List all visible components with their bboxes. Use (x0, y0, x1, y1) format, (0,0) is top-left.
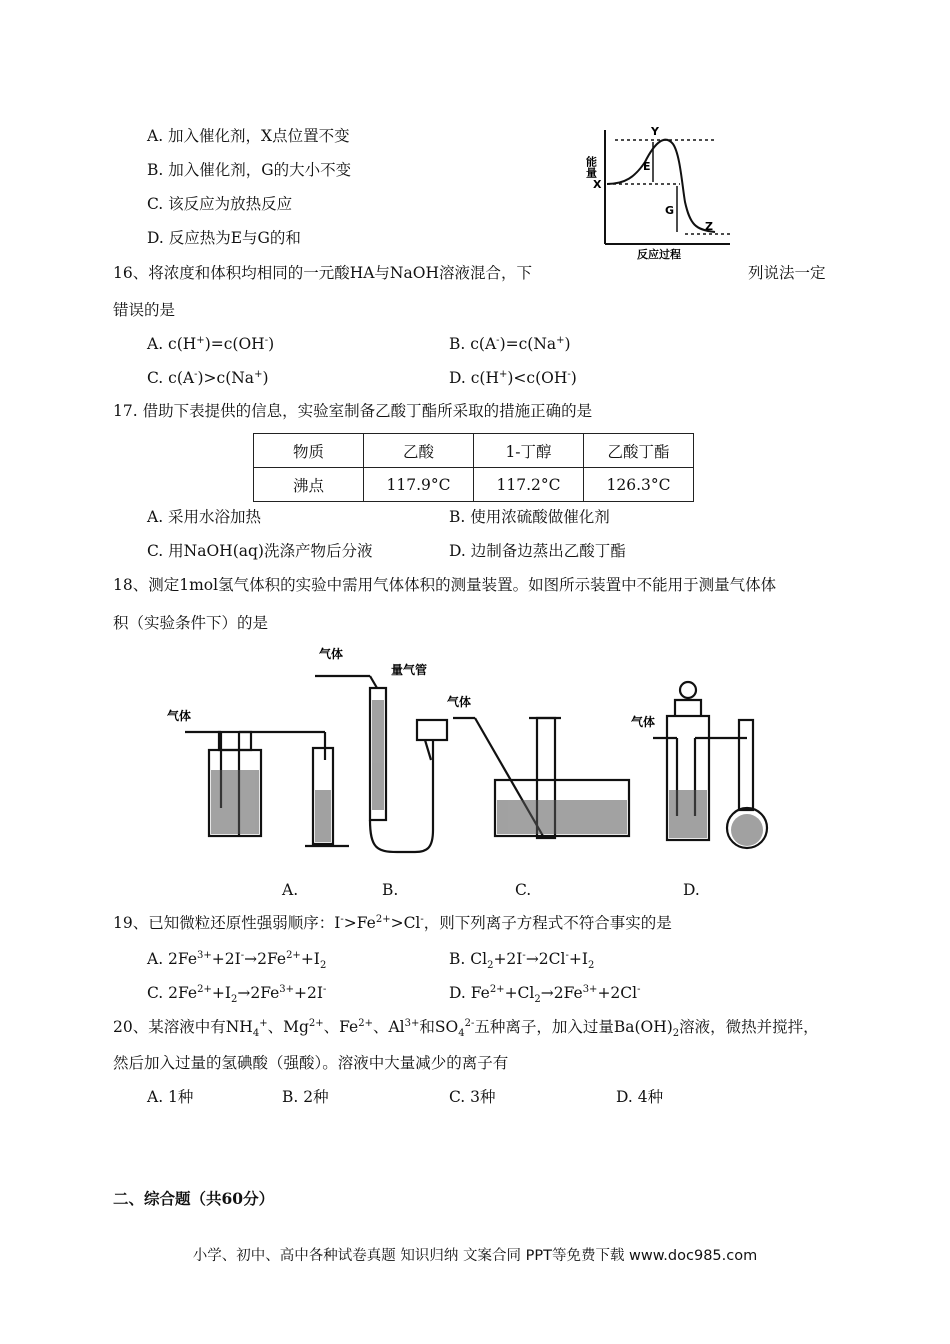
diagram-y-label: 能量 (585, 156, 598, 178)
apparatus-label-d: D. (683, 881, 700, 899)
table-cell: 乙酸丁酯 (584, 434, 694, 468)
q15-option-a: A. 加入催化剂，X点位置不变 (147, 127, 350, 145)
q20-stem-a: 20、某溶液中有$NH_4^+$、$Mg^{2+}$、$Fe^{2+}$、$Al^{3+}$和$SO_4^{2-}$五种离子，加入过量$Ba(OH)_2$溶液，微热并搅拌， (113, 1017, 819, 1040)
q20-option-b: B. 2种 (282, 1088, 329, 1106)
footer: 小学、初中、高中各种试卷真题 知识归纳 文案合同 PPT等免费下载 www.doc985.com (192, 1248, 758, 1264)
tube-label-b: 量气管 (391, 663, 428, 677)
q19-stem: 19、已知微粒还原性强弱顺序：$I^->Fe^{2+}>Cl^-$，则下列离子方程式不符合事实的是 (113, 913, 672, 932)
diagram-point-y: Y (651, 125, 659, 138)
table-cell: 117.2°C (474, 468, 584, 502)
table-row (254, 434, 694, 468)
table-cell: 沸点 (254, 468, 364, 502)
diagram-segment-e: E (643, 160, 651, 173)
diagram-x-label: 反应过程 (637, 248, 681, 261)
q17-option-d: D. 边制备边蒸出乙酸丁酯 (449, 542, 626, 560)
table-cell: 物质 (254, 434, 364, 468)
q16-stem-a: 16、将浓度和体积均相同的一元酸HA与NaOH溶液混合，下 (113, 264, 532, 282)
q17-stem: 17. 借助下表提供的信息，实验室制备乙酸丁酯所采取的措施正确的是 (113, 402, 593, 420)
q16-stem-c: 错误的是 (113, 301, 176, 319)
q17-option-a: A. 采用水浴加热 (147, 508, 262, 526)
q16-option-a: A. c(H+)=c(OH-) (147, 334, 275, 353)
gas-label-c: 气体 (447, 695, 472, 709)
table-cell: 乙酸 (364, 434, 474, 468)
q19-option-d: D. $Fe^{2+}+Cl_2\to 2Fe^{3+}+2Cl^-$ (449, 983, 641, 1006)
q17-option-b: B. 使用浓硫酸做催化剂 (449, 508, 610, 526)
energy-diagram (585, 122, 735, 262)
apparatus-label-c: C. (515, 881, 532, 899)
diagram-segment-g: G (665, 204, 675, 217)
q19-option-c: C. $2Fe^{2+}+I_2\to 2Fe^{3+}+2I^-$ (147, 983, 327, 1006)
q20-stem-b: 然后加入过量的氢碘酸（强酸）。溶液中大量减少的离子有 (113, 1054, 509, 1072)
gas-label-b: 气体 (319, 647, 344, 661)
q20-option-d: D. 4种 (616, 1088, 664, 1106)
table-cell: 1-丁醇 (474, 434, 584, 468)
boiling-point-table (253, 433, 694, 502)
section-title: 二、综合题（共60分） (113, 1189, 275, 1208)
q17-option-c: C. 用NaOH(aq)洗涤产物后分液 (147, 542, 373, 560)
q15-option-b: B. 加入催化剂，G的大小不变 (147, 161, 352, 179)
table-row (254, 468, 694, 502)
diagram-point-x: X (593, 178, 602, 191)
q20-option-c: C. 3种 (449, 1088, 496, 1106)
q16-stem-b: 列说法一定 (748, 264, 826, 282)
gas-label-a: 气体 (167, 709, 192, 723)
q15-option-d: D. 反应热为E与G的和 (147, 229, 301, 247)
apparatus-label-b: B. (382, 881, 399, 899)
diagram-point-z: Z (705, 220, 713, 233)
table-cell: 117.9°C (364, 468, 474, 502)
q19-option-a: A. $2Fe^{3+}+2I^-\to 2Fe^{2+}+I_2$ (147, 949, 327, 972)
q20-option-a: A. 1种 (147, 1088, 194, 1106)
apparatus-label-a: A. (282, 881, 299, 899)
q18-stem-a: 18、测定1mol氢气体积的实验中需用气体体积的测量装置。如图所示装置中不能用于测量气体体 (113, 576, 777, 594)
q16-option-d: D. c(H+)<c(OH-) (449, 368, 577, 387)
q18-stem-b: 积（实验条件下）的是 (113, 614, 269, 632)
table-cell: 126.3°C (584, 468, 694, 502)
gas-label-d: 气体 (631, 715, 656, 729)
q16-option-c: C. c(A-)>c(Na+) (147, 368, 269, 387)
q16-option-b: B. c(A-)=c(Na+) (449, 334, 571, 353)
q19-option-b: B. $Cl_2+2I^-\to 2Cl^-+I_2$ (449, 949, 595, 972)
apparatus-figure (165, 640, 785, 875)
q15-option-c: C. 该反应为放热反应 (147, 195, 293, 213)
